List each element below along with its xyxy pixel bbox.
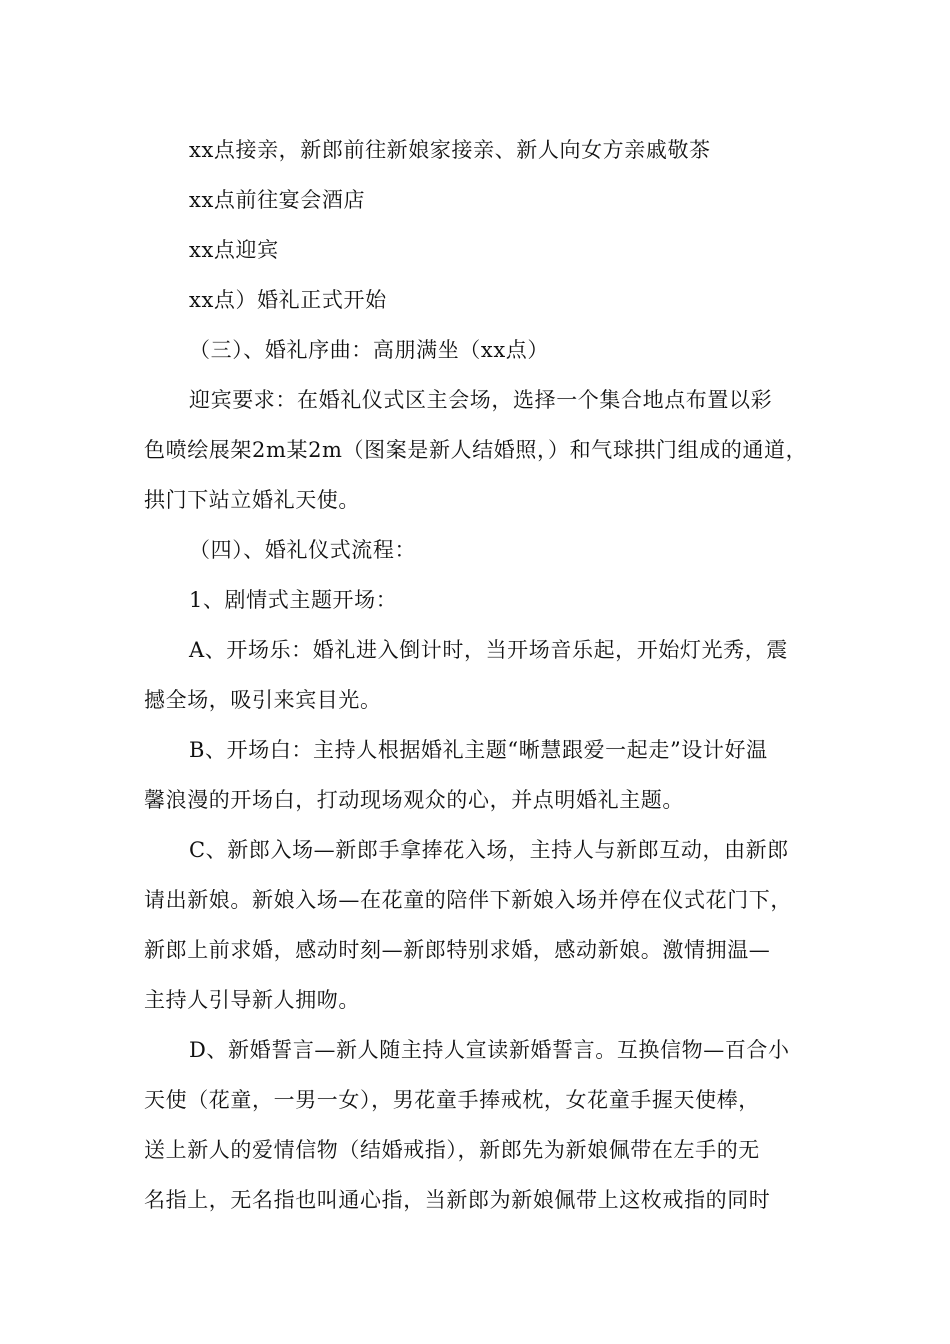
paragraph-line: 色喷绘展架2m某2m（图案是新人结婚照，）和气球拱门组成的通道，	[144, 438, 808, 462]
paragraph-line: D、新婚誓言—新人随主持人宣读新婚誓言。互换信物—百合小	[189, 1038, 790, 1062]
schedule-hotel-line: xx点前往宴会酒店	[189, 188, 366, 212]
paragraph-line: 撼全场，吸引来宾目光。	[144, 688, 382, 712]
paragraph-line: 天使（花童，一男一女），男花童手捧戒枕，女花童手握天使棒，	[144, 1088, 760, 1112]
schedule-start-line: xx点）婚礼正式开始	[189, 288, 387, 312]
paragraph-line: 拱门下站立婚礼天使。	[144, 488, 360, 512]
paragraph-line: 送上新人的爱情信物（结婚戒指），新郎先为新娘佩带在左手的无	[144, 1138, 760, 1162]
paragraph-line: 新郎上前求婚，感动时刻—新郎特别求婚，感动新娘。激情拥温—	[144, 938, 771, 962]
paragraph-line: 名指上，无名指也叫通心指，当新郎为新娘佩带上这枚戒指的同时	[144, 1188, 771, 1212]
paragraph-line: 迎宾要求：在婚礼仪式区主会场，选择一个集合地点布置以彩	[189, 388, 773, 412]
paragraph-line: C、新郎入场—新郎手拿捧花入场，主持人与新郎互动，由新郎	[189, 838, 789, 862]
subsection-heading: 1、剧情式主题开场：	[189, 588, 398, 612]
section-four-heading: （四）、婚礼仪式流程：	[189, 538, 417, 562]
paragraph-line: 主持人引导新人拥吻。	[144, 988, 360, 1012]
paragraph-line: 请出新娘。新娘入场—在花童的陪伴下新娘入场并停在仪式花门下，	[144, 888, 792, 912]
section-three-heading: （三）、婚礼序曲：高朋满坐（xx点）	[189, 338, 549, 362]
paragraph-line: B、开场白：主持人根据婚礼主题“晰慧跟爱一起走”设计好温	[189, 738, 768, 762]
paragraph-line: A、开场乐：婚礼进入倒计时，当开场音乐起，开始灯光秀，震	[189, 638, 788, 662]
schedule-pickup-line: xx点接亲，新郎前往新娘家接亲、新人向女方亲戚敬茶	[189, 138, 711, 162]
paragraph-line: 馨浪漫的开场白，打动现场观众的心，并点明婚礼主题。	[144, 788, 684, 812]
schedule-welcome-line: xx点迎宾	[189, 238, 279, 262]
